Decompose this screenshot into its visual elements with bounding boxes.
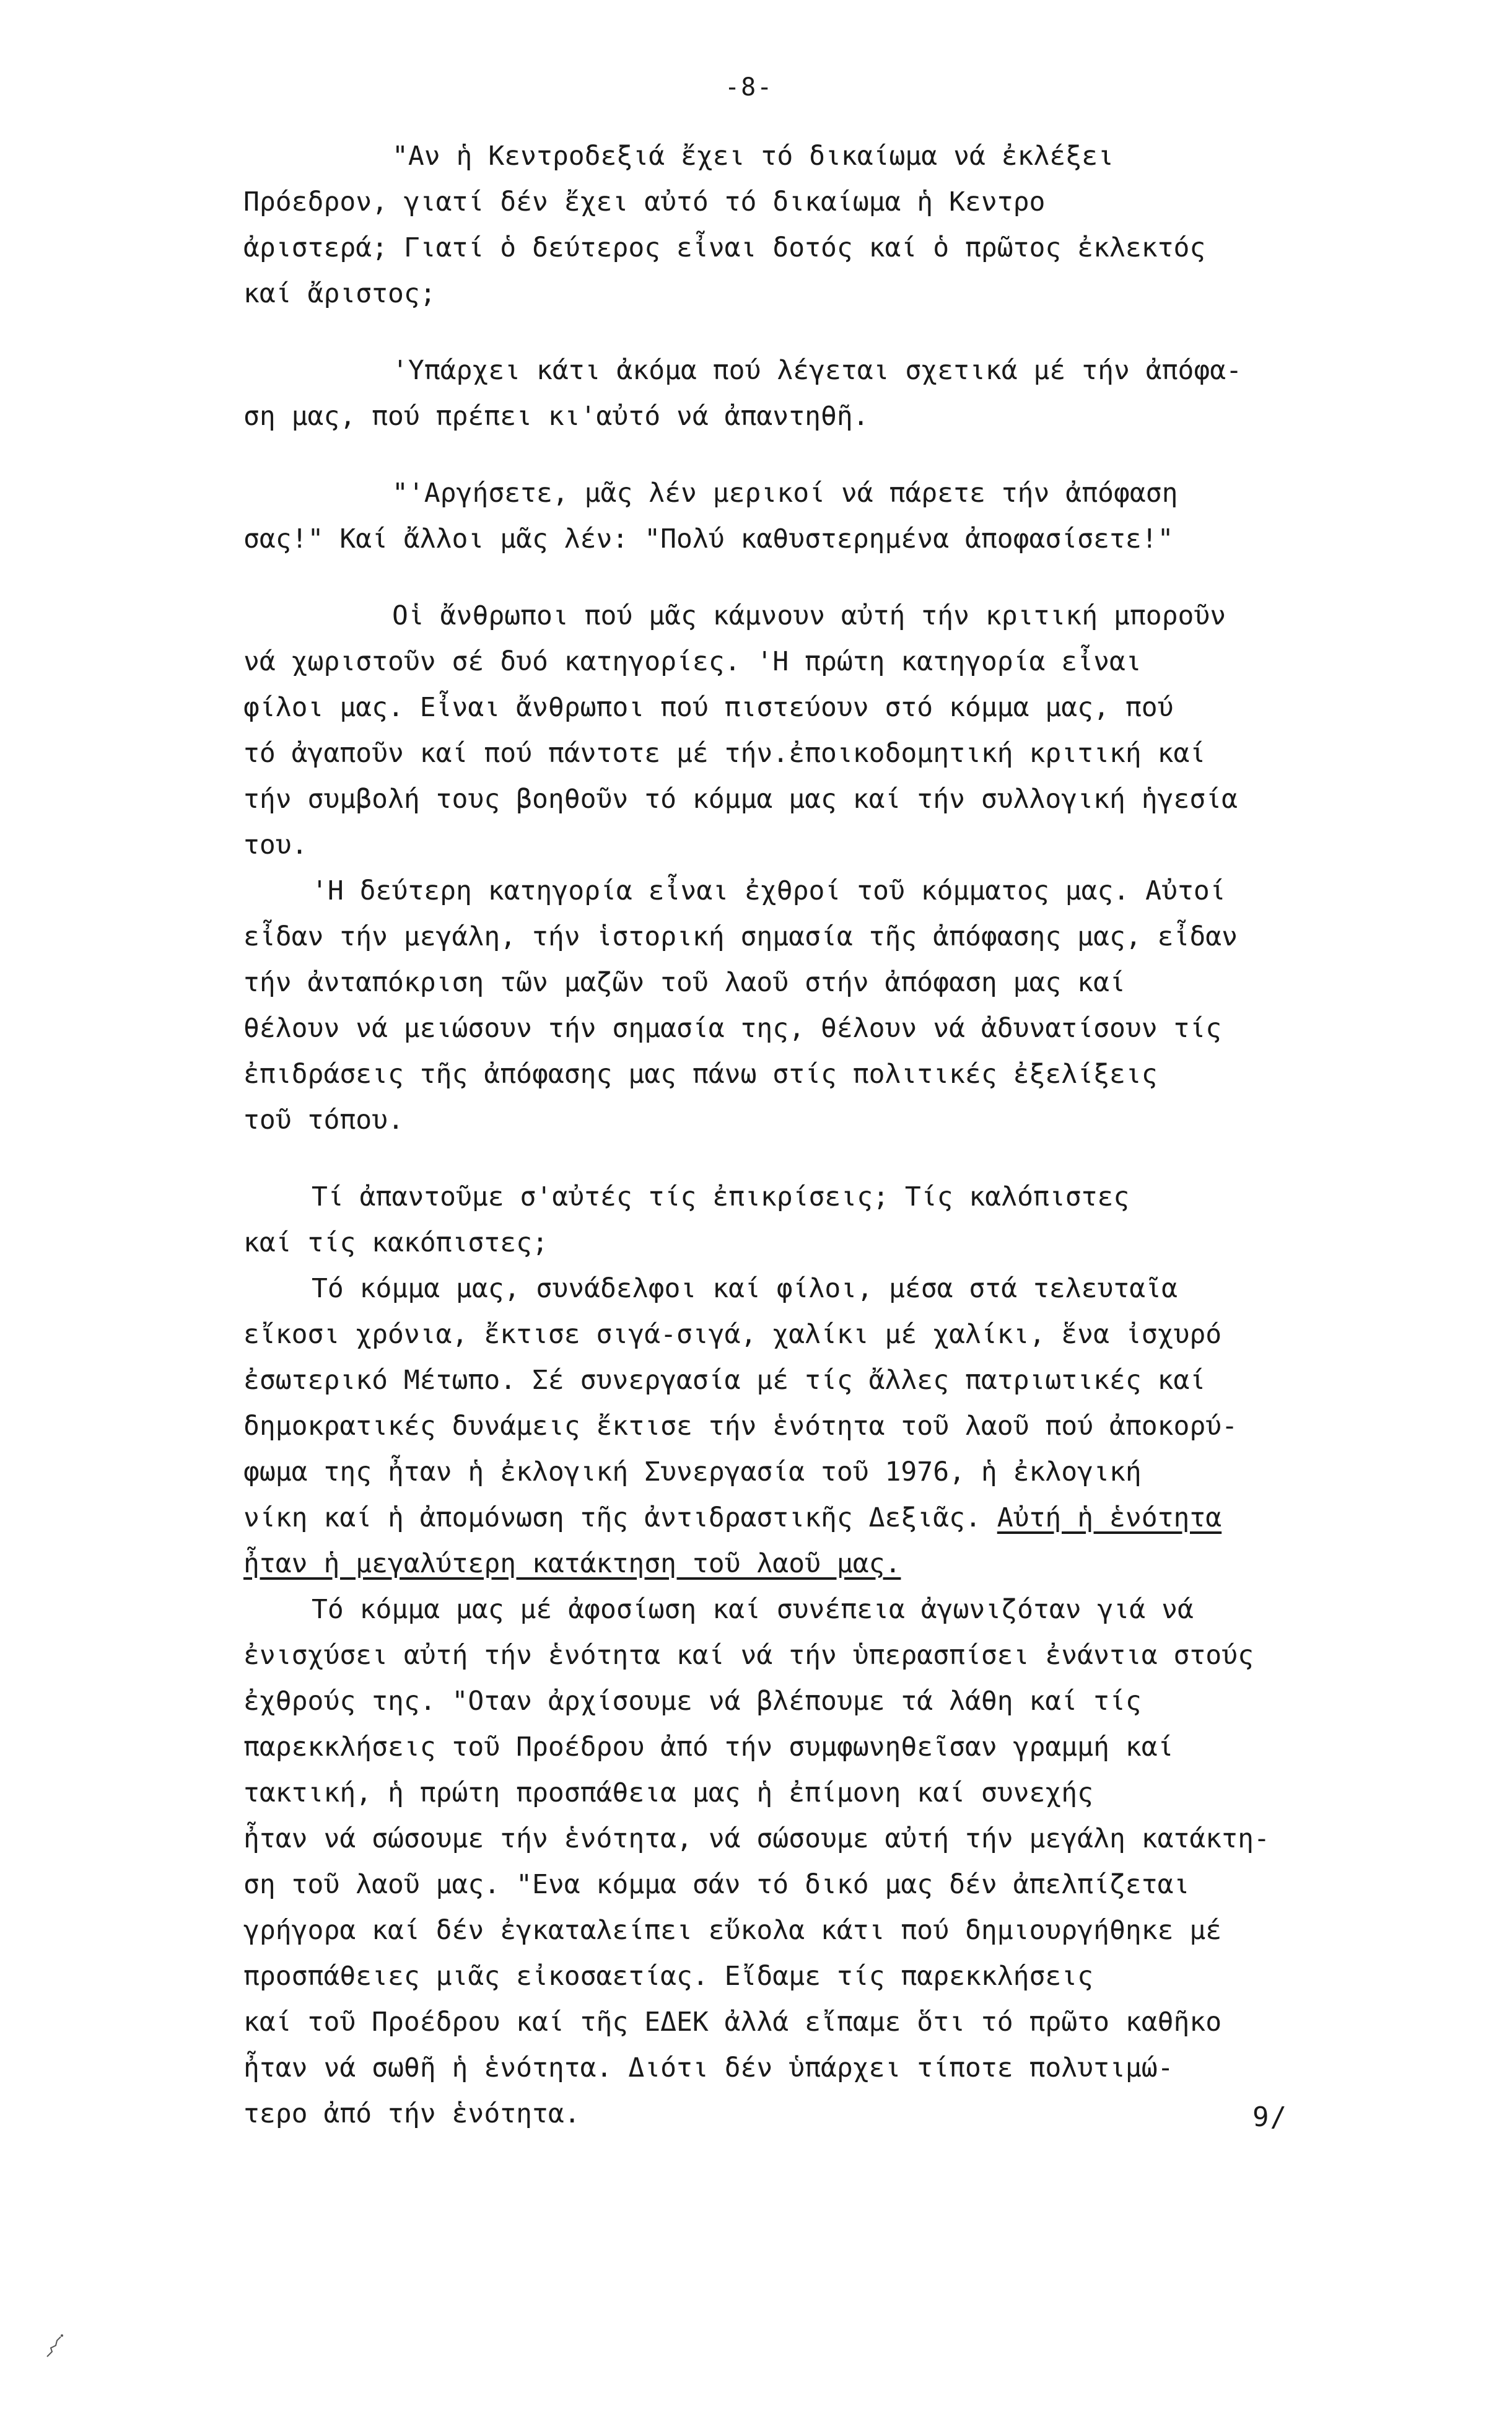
line-text: φίλοι μας. Εἶναι ἄνθρωποι πού πιστεύουν στό κόμμα μας, πού — [243, 692, 1174, 723]
line-text: ἀριστερά; Γιατί ὁ δεύτερος εἶναι δοτός καί ὁ πρῶτος ἐκλεκτός — [243, 232, 1206, 263]
paragraph — [243, 470, 1408, 562]
text-line — [243, 393, 1408, 439]
line-text: εἴκοσι χρόνια, ἔκτισε σιγά-σιγά, χαλίκι μέ χαλίκι, ἕνα ἰσχυρό — [243, 1319, 1222, 1350]
line-text: θέλουν νά μειώσουν τήν σημασία της, θέλουν νά ἀδυνατίσουν τίς — [243, 1013, 1222, 1044]
text-line — [243, 1953, 1408, 1999]
text-line — [243, 1632, 1408, 1678]
paragraph-gap — [243, 1143, 1408, 1174]
line-text: τοῦ τόπου. — [243, 1105, 404, 1136]
line-text: 'Η δεύτερη κατηγορία εἶναι ἐχθροί τοῦ κόμματος μας. Αὐτοί — [312, 875, 1226, 906]
line-text: τό ἀγαποῦν καί πού πάντοτε μέ τήν.ἐποικοδομητική κριτική καί — [243, 738, 1206, 769]
line-text: καί ἄριστος; — [243, 278, 436, 309]
text-line — [243, 516, 1408, 562]
line-text: τήν συμβολή τους βοηθοῦν τό κόμμα μας καί τήν συλλογική ἡγεσία — [243, 784, 1238, 815]
text-line — [243, 914, 1408, 960]
line-text: ἐνισχύσει αὐτή τήν ἑνότητα καί νά τήν ὑπερασπίσει ἐνάντια στούς — [243, 1640, 1254, 1671]
underlined-text: Αὐτή ἡ ἑνότητα — [997, 1502, 1222, 1533]
line-text: ἐχθρούς της. "Οταν ἀρχίσουμε νά βλέπουμε τά λάθη καί τίς — [243, 1686, 1142, 1717]
line-text: 'Υπάρχει κάτι ἀκόμα πού λέγεται σχετικά μέ τήν ἀπόφα- — [392, 355, 1243, 386]
text-line — [243, 1495, 1408, 1541]
text-line — [243, 822, 1408, 868]
line-text: "Αν ἡ Κεντροδεξιά ἔχει τό δικαίωμα νά ἐκλέξει — [392, 141, 1114, 172]
text-line — [243, 1266, 1408, 1312]
line-text: εἶδαν τήν μεγάλη, τήν ἱστορική σημασία τῆς ἀπόφασης μας, εἶδαν — [243, 921, 1238, 952]
line-text: τερο ἀπό τήν ἑνότητα. — [243, 2098, 580, 2129]
line-text: του. — [243, 830, 308, 861]
text-line — [243, 2091, 1408, 2137]
text-line — [243, 1816, 1408, 1862]
line-text: καί τοῦ Προέδρου καί τῆς ΕΔΕΚ ἀλλά εἴπαμε ὅτι τό πρῶτο καθῆκο — [243, 2007, 1222, 2038]
text-line — [243, 1678, 1408, 1724]
text-line — [243, 133, 1408, 179]
paragraph-gap — [243, 317, 1408, 348]
text-line — [243, 730, 1408, 776]
text-line — [243, 1005, 1408, 1051]
line-text: ἐσωτερικό Μέτωπο. Σέ συνεργασία μέ τίς ἄλλες πατριωτικές καί — [243, 1365, 1206, 1396]
text-line — [243, 1724, 1408, 1770]
line-text: ἦταν νά σωθῆ ἡ ἑνότητα. Διότι δέν ὑπάρχει τίποτε πολυτιμώ- — [243, 2052, 1174, 2083]
text-line — [243, 1051, 1408, 1097]
text-line — [243, 1999, 1408, 2045]
line-text: σας!" Καί ἄλλοι μᾶς λέν: "Πολύ καθυστερημένα ἀποφασίσετε!" — [243, 523, 1174, 554]
line-text: Τό κόμμα μας, συνάδελφοι καί φίλοι, μέσα στά τελευταῖα — [312, 1273, 1178, 1304]
paragraph-gap — [243, 439, 1408, 470]
paragraph — [243, 868, 1408, 1143]
scan-speck — [43, 2329, 68, 2360]
text-line — [243, 179, 1408, 225]
line-text: Πρόεδρον, γιατί δέν ἔχει αὐτό τό δικαίωμα ἡ Κεντρο — [243, 186, 1046, 217]
line-text: "'Αργήσετε, μᾶς λέν μερικοί νά πάρετε τήν ἀπόφαση — [392, 478, 1178, 509]
line-text: τήν ἀνταπόκριση τῶν μαζῶν τοῦ λαοῦ στήν ἀπόφαση μας καί — [243, 967, 1125, 998]
text-line — [243, 1907, 1408, 1953]
text-line — [243, 348, 1408, 393]
text-line — [243, 1449, 1408, 1495]
paragraph — [243, 1266, 1408, 1587]
line-text: παρεκκλήσεις τοῦ Προέδρου ἀπό τήν συμφωνηθεῖσαν γραμμή καί — [243, 1732, 1174, 1763]
line-text: φωμα της ἦταν ἡ ἐκλογική Συνεργασία τοῦ 1976, ἡ ἐκλογική — [243, 1456, 1142, 1487]
line-text: Τό κόμμα μας μέ ἀφοσίωση καί συνέπεια ἀγωνιζόταν γιά νά — [312, 1594, 1194, 1625]
line-text: τακτική, ἡ πρώτη προσπάθεια μας ἡ ἐπίμονη καί συνεχής — [243, 1777, 1094, 1808]
line-text: ἦταν νά σώσουμε τήν ἑνότητα, νά σώσουμε αὐτή τήν μεγάλη κατάκτη- — [243, 1823, 1270, 1854]
line-text: καί τίς κακόπιστες; — [243, 1227, 548, 1258]
continuation-marker: 9/ — [1252, 2101, 1288, 2133]
paragraph-gap — [243, 562, 1408, 593]
text-line — [243, 1097, 1408, 1143]
paragraph — [243, 1174, 1408, 1266]
text-line — [243, 1174, 1408, 1220]
text-line — [243, 685, 1408, 730]
text-line — [243, 593, 1408, 639]
line-text: νά χωριστοῦν σέ δυό κατηγορίες. 'Η πρώτη κατηγορία εἶναι — [243, 646, 1142, 677]
text-line — [243, 1312, 1408, 1357]
underlined-text: ἦταν ἡ μεγαλύτερη κατάκτηση τοῦ λαοῦ μας. — [243, 1548, 901, 1579]
page-number: -8- — [725, 73, 774, 102]
text-line — [243, 1770, 1408, 1816]
text-line — [243, 639, 1408, 685]
text-line — [243, 1220, 1408, 1266]
text-line — [243, 2045, 1408, 2091]
line-text: ἐπιδράσεις τῆς ἀπόφασης μας πάνω στίς πολιτικές ἐξελίξεις — [243, 1059, 1158, 1090]
line-text: ση τοῦ λαοῦ μας. "Ενα κόμμα σάν τό δικό μας δέν ἀπελπίζεται — [243, 1869, 1190, 1900]
text-line — [243, 776, 1408, 822]
line-text: ση μας, πού πρέπει κι'αὐτό νά ἀπαντηθῆ. — [243, 401, 869, 432]
paragraph — [243, 133, 1408, 317]
body-text — [243, 133, 1408, 2137]
text-line — [243, 271, 1408, 317]
text-line — [243, 1357, 1408, 1403]
text-line — [243, 868, 1408, 914]
line-text: δημοκρατικές δυνάμεις ἔκτισε τήν ἑνότητα τοῦ λαοῦ πού ἀποκορύ- — [243, 1411, 1238, 1442]
text-line — [243, 1403, 1408, 1449]
line-text: γρήγορα καί δέν ἐγκαταλείπει εὔκολα κάτι πού δημιουργήθηκε μέ — [243, 1915, 1222, 1946]
line-text: νίκη καί ἡ ἀπομόνωση τῆς ἀντιδραστικῆς Δεξιᾶς. — [243, 1502, 997, 1533]
text-line — [243, 1541, 1408, 1587]
line-text: Οἱ ἄνθρωποι πού μᾶς κάμνουν αὐτή τήν κριτική μποροῦν — [392, 600, 1226, 631]
line-text: προσπάθειες μιᾶς εἰκοσαετίας. Εἴδαμε τίς παρεκκλήσεις — [243, 1961, 1094, 1992]
text-line — [243, 1862, 1408, 1907]
line-text: Τί ἀπαντοῦμε σ'αὐτές τίς ἐπικρίσεις; Τίς καλόπιστες — [312, 1181, 1130, 1212]
text-line — [243, 1587, 1408, 1632]
paragraph — [243, 1587, 1408, 2137]
paragraph — [243, 593, 1408, 868]
text-line — [243, 225, 1408, 271]
paragraph — [243, 348, 1408, 439]
text-line — [243, 960, 1408, 1005]
text-line — [243, 470, 1408, 516]
